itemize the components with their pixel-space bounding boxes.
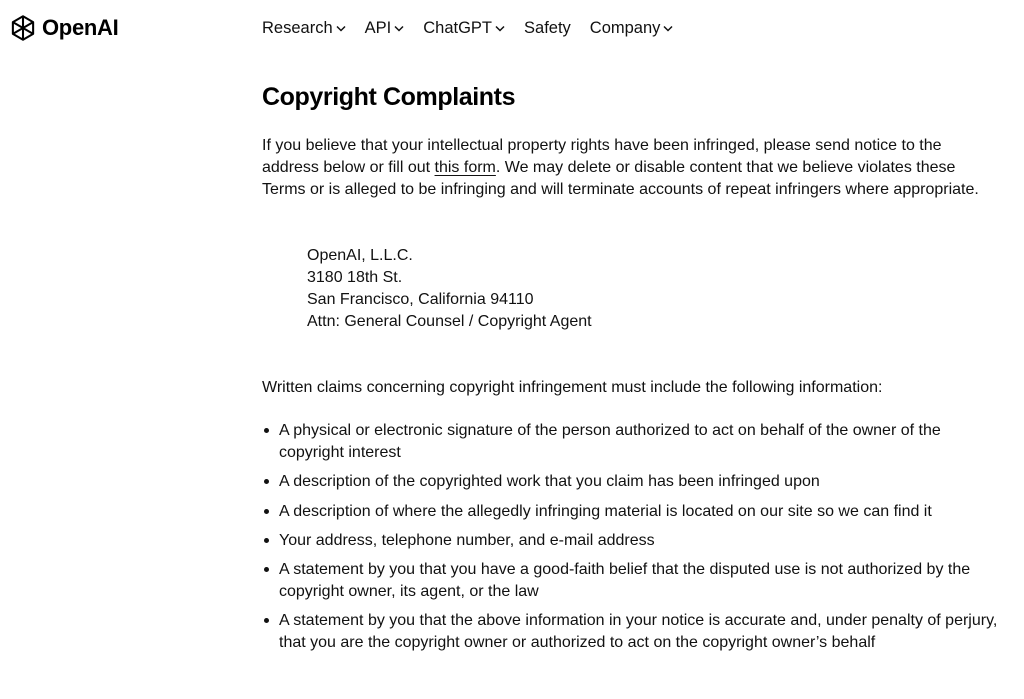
chevron-down-icon [336, 25, 346, 32]
list-item: A statement by you that you have a good-faith belief that the disputed use is not authorized by the copyright owner, its agent, or the law [262, 559, 1004, 603]
address-line-company: OpenAI, L.L.C. [307, 247, 413, 265]
nav-item-company[interactable] [590, 19, 674, 38]
chevron-down-icon [495, 25, 505, 32]
list-item: Your address, telephone number, and e-mail address [262, 530, 1004, 552]
list-item: A description of where the allegedly infringing material is located on our site so we can find it [262, 501, 1004, 523]
chevron-down-icon [663, 25, 673, 32]
openai-logo-link[interactable] [8, 12, 118, 44]
mailing-address [307, 245, 1012, 332]
nav-item-chatgpt[interactable] [423, 19, 505, 38]
site-header [0, 0, 1024, 56]
nav-item-label: Safety [524, 18, 571, 37]
nav-item-label: Research [262, 18, 333, 37]
nav-item-safety[interactable] [524, 19, 571, 38]
chevron-down-icon [394, 25, 404, 32]
nav-item-research[interactable] [262, 19, 346, 38]
nav-item-label: ChatGPT [423, 18, 493, 37]
openai-knot-icon [8, 13, 38, 43]
nav-item-label: API [364, 18, 392, 37]
article-content [262, 82, 1012, 661]
intro-text-after-link: . We may delete or disable content that we believe violates these Terms or is alleged to be infringing and will terminate accounts of repeat infringers where appropriate. [262, 158, 979, 198]
list-item: A statement by you that the above information in your notice is accurate and, under penalty of perjury, that you are the copyright owner or authorized to act on the copyright owner’s behalf [262, 610, 1004, 654]
address-line-attn: Attn: General Counsel / Copyright Agent [307, 312, 592, 330]
brand-name: OpenAI [42, 15, 119, 40]
intro-paragraph [262, 135, 987, 200]
page-title: Copyright Complaints [262, 83, 516, 111]
copyright-form-link[interactable]: this form [434, 158, 496, 176]
main-nav [262, 17, 673, 39]
nav-item-api[interactable] [365, 19, 405, 38]
nav-item-label: Company [589, 18, 661, 37]
requirements-list [262, 420, 1004, 653]
claims-intro: Written claims concerning copyright infringement must include the following information: [262, 378, 883, 396]
list-item: A physical or electronic signature of the person authorized to act on behalf of the owner of the copyright interest [262, 420, 1004, 464]
list-item: A description of the copyrighted work that you claim has been infringed upon [262, 471, 1004, 493]
address-line-street: 3180 18th St. [307, 269, 403, 287]
address-line-city: San Francisco, California 94110 [307, 290, 534, 308]
intro-text-before-link: If you believe that your intellectual property rights have been infringed, please send notice to the address below or fill out [262, 137, 942, 176]
